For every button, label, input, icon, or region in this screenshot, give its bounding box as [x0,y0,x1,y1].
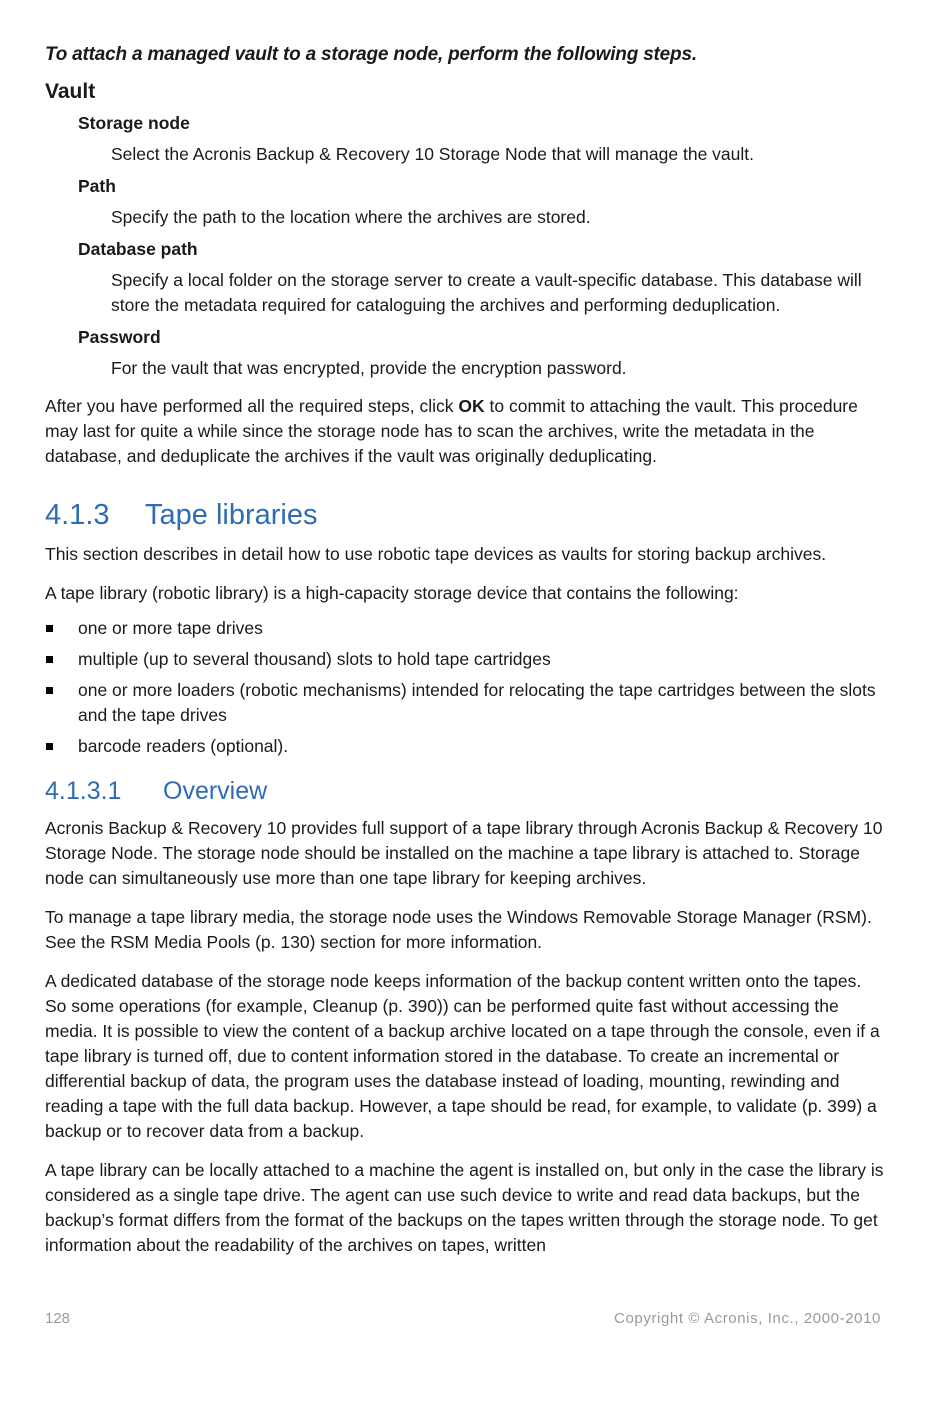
field-description: Specify the path to the location where the archives are stored. [111,207,591,227]
subsection-title: Overview [163,777,268,805]
section-intro-paragraph: This section describes in detail how to use robotic tape devices as vaults for storing backup archives. [45,544,827,564]
bullet-square-icon [46,625,53,632]
field-term: Database path [78,239,198,259]
field-term: Storage node [78,113,190,133]
list-item-text: multiple (up to several thousand) slots to hold tape cartridges [78,649,551,669]
list-item-text: one or more tape drives [78,618,263,638]
tape-library-definition: A tape library (robotic library) is a high-capacity storage device that contains the following: [45,583,739,603]
subsection-heading [45,777,885,806]
list-item [45,616,885,641]
list-item [45,647,885,672]
field-term: Password [78,327,161,347]
section-number: 4.1.3 [45,499,110,531]
overview-paragraph: To manage a tape library media, the storage node uses the Windows Removable Storage Manager (RSM). See the RSM Media Pools (p. 130) section for more information. [45,907,872,952]
field-description: Select the Acronis Backup & Recovery 10 Storage Node that will manage the vault. [111,144,754,164]
field-description: For the vault that was encrypted, provide the encryption password. [111,358,627,378]
field-database-path [45,239,885,318]
field-storage-node [45,113,885,167]
page-number: 128 [45,1310,71,1327]
after-steps-paragraph [45,394,885,469]
section-heading [45,499,885,532]
bullet-square-icon [46,656,53,663]
field-path [45,176,885,230]
overview-paragraph: Acronis Backup & Recovery 10 provides full support of a tape library through Acronis Backup & Recovery 10 Storage Node. The storage node should be installed on the machine a tape library is attached to. Storage node can simultaneously use more than one tape library for keeping archives. [45,818,883,888]
after-text-start: After you have performed all the required steps, click [45,396,459,416]
overview-paragraph: A tape library can be locally attached to a machine the agent is installed on, but only in the case the library is considered as a single tape drive. The agent can use such device to write and read data backups, but the backup’s format differs from the format of the backups on the tapes written through the storage node. To get information about the readability of the archives on tapes, written [45,1160,884,1255]
field-description: Specify a local folder on the storage server to create a vault-specific database. This database will store the metadata required for cataloguing the archives and performing deduplication. [111,270,862,315]
list-item-text: one or more loaders (robotic mechanisms) intended for relocating the tape cartridges between the slots and the tape drives [78,680,876,725]
overview-paragraph: A dedicated database of the storage node keeps information of the backup content written onto the tapes. So some operations (for example, Cleanup (p. 390)) can be performed quite fast without accessing the media. It is possible to view the content of a backup archive located on a tape through the console, even if a tape library is turned off, due to content information stored in the database. To create an incremental or differential backup of data, the program uses the database instead of loading, mounting, rewinding and reading a tape with the full data backup. However, a tape should be read, for example, to validate (p. 399) a backup or to recover data from a backup. [45,971,880,1141]
section-title: Tape libraries [145,499,318,531]
copyright-notice: Copyright © Acronis, Inc., 2000-2010 [614,1310,881,1327]
bullet-square-icon [46,687,53,694]
list-item-text: barcode readers (optional). [78,736,289,756]
field-password [45,327,885,381]
tape-library-components-list [45,616,885,759]
field-term: Path [78,176,116,196]
subsection-number: 4.1.3.1 [45,777,122,805]
vault-heading: Vault [45,80,96,103]
list-item [45,678,885,728]
document-page [45,38,885,1258]
list-item [45,734,885,759]
after-text-end: to commit to attaching the vault. This procedure may last for quite a while since the storage node has to scan the archives, write the metadata in the database, and deduplicate the archives if the vault was originally deduplicating. [45,396,858,466]
ok-reference: OK [458,396,485,416]
procedure-title: To attach a managed vault to a storage node, perform the following steps. [45,44,697,65]
bullet-square-icon [46,743,53,750]
